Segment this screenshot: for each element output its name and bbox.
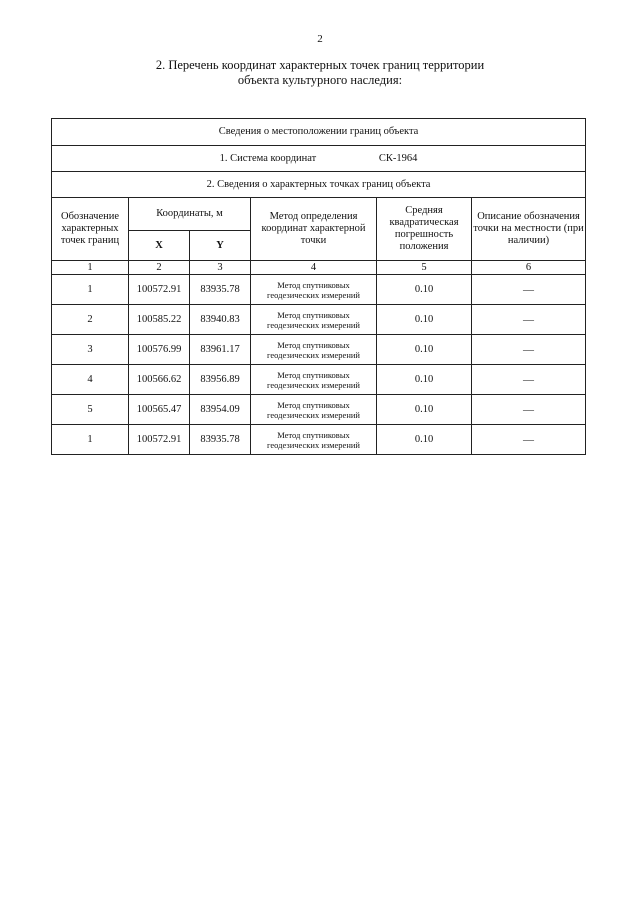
- error-cell: 0.10: [377, 425, 472, 455]
- col-header-method: Метод определения координат характерной точки: [251, 198, 377, 261]
- coord-x-cell: 100572.91: [129, 275, 190, 305]
- table-row: [52, 365, 586, 395]
- point-number-cell: 1: [52, 275, 129, 305]
- col-number: 5: [377, 261, 472, 275]
- coord-y-cell: 83961.17: [190, 335, 251, 365]
- coord-y-cell: 83956.89: [190, 365, 251, 395]
- table-row: [52, 305, 586, 335]
- description-cell: —: [472, 425, 586, 455]
- col-number: 3: [190, 261, 251, 275]
- method-cell: Метод спутниковых геодезических измерений: [251, 335, 377, 365]
- table-row: [52, 335, 586, 365]
- coordinate-system-row: [52, 146, 586, 172]
- point-number-cell: 1: [52, 425, 129, 455]
- col-header-y: Y: [190, 231, 251, 261]
- coord-x-cell: 100576.99: [129, 335, 190, 365]
- method-cell: Метод спутниковых геодезических измерений: [251, 275, 377, 305]
- error-cell: 0.10: [377, 275, 472, 305]
- point-number-cell: 3: [52, 335, 129, 365]
- col-header-designation: Обозначение характерных точек границ: [52, 198, 129, 261]
- point-number-cell: 5: [52, 395, 129, 425]
- col-number: 1: [52, 261, 129, 275]
- coord-x-cell: 100566.62: [129, 365, 190, 395]
- error-cell: 0.10: [377, 395, 472, 425]
- table-row: [52, 425, 586, 455]
- method-cell: Метод спутниковых геодезических измерений: [251, 365, 377, 395]
- method-cell: Метод спутниковых геодезических измерений: [251, 425, 377, 455]
- title-line-1: 2. Перечень координат характерных точек границ территории: [155, 58, 485, 72]
- coord-x-cell: 100585.22: [129, 305, 190, 335]
- coord-y-cell: 83935.78: [190, 275, 251, 305]
- table-row: [52, 275, 586, 305]
- coordinate-system-value: СК-1964: [378, 152, 418, 164]
- coordinates-table: [51, 118, 586, 455]
- description-cell: —: [472, 395, 586, 425]
- error-cell: 0.10: [377, 305, 472, 335]
- error-cell: 0.10: [377, 365, 472, 395]
- col-header-error: Средняя квадратическая погрешность положения: [377, 198, 472, 261]
- title-line-2: объекта культурного наследия:: [237, 73, 403, 87]
- point-number-cell: 4: [52, 365, 129, 395]
- coord-x-cell: 100572.91: [129, 425, 190, 455]
- table-header: Сведения о местоположении границ объекта: [52, 119, 586, 146]
- description-cell: —: [472, 305, 586, 335]
- error-cell: 0.10: [377, 335, 472, 365]
- description-cell: —: [472, 335, 586, 365]
- coord-y-cell: 83935.78: [190, 425, 251, 455]
- col-header-x: X: [129, 231, 190, 261]
- coord-y-cell: 83954.09: [190, 395, 251, 425]
- points-section-label: 2. Сведения о характерных точках границ объекта: [52, 172, 586, 198]
- description-cell: —: [472, 365, 586, 395]
- coord-x-cell: 100565.47: [129, 395, 190, 425]
- point-number-cell: 2: [52, 305, 129, 335]
- col-number: 6: [472, 261, 586, 275]
- method-cell: Метод спутниковых геодезических измерений: [251, 395, 377, 425]
- table-row: [52, 395, 586, 425]
- coordinate-system-label: 1. Система координат: [219, 152, 317, 164]
- page-number: 2: [317, 33, 323, 45]
- col-number: 4: [251, 261, 377, 275]
- method-cell: Метод спутниковых геодезических измерений: [251, 305, 377, 335]
- col-header-coordinates: Координаты, м: [129, 198, 251, 231]
- col-header-description: Описание обозначения точки на местности (при наличии): [472, 198, 586, 261]
- coord-y-cell: 83940.83: [190, 305, 251, 335]
- description-cell: —: [472, 275, 586, 305]
- col-number: 2: [129, 261, 190, 275]
- document-title: [0, 58, 640, 88]
